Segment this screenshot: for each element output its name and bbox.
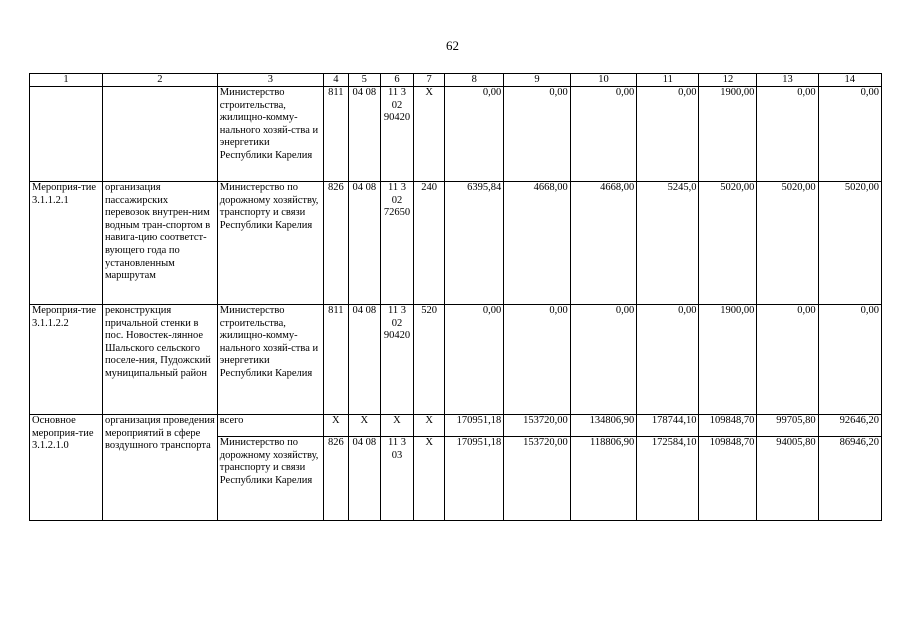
rzpr-cell: 04 08 <box>348 437 380 521</box>
value-cell: 0,00 <box>757 305 818 415</box>
value-cell: 0,00 <box>504 305 571 415</box>
value-cell: 153720,00 <box>504 415 571 437</box>
value-cell: 4668,00 <box>570 182 637 305</box>
column-header: 14 <box>818 74 881 87</box>
value-cell: 0,00 <box>637 87 699 182</box>
value-cell: 134806,90 <box>570 415 637 437</box>
column-header: 12 <box>699 74 757 87</box>
value-cell: 4668,00 <box>504 182 571 305</box>
grbs-cell: 826 <box>323 437 348 521</box>
table-row <box>30 415 882 437</box>
rzpr-cell: 04 08 <box>348 87 380 182</box>
budget-table <box>29 73 882 521</box>
grbs-cell: 811 <box>323 305 348 415</box>
executor-cell: всего <box>217 415 323 437</box>
vr-cell: X <box>414 87 445 182</box>
vr-cell: X <box>414 415 445 437</box>
event-cell: Основное мероприя-тие 3.1.2.1.0 <box>30 415 103 521</box>
description-cell <box>102 87 217 182</box>
description-cell: организация пассажирских перевозок внутрен-ним водным тран-спортом в навига-цию соответст-вующего года по установленным маршрутам <box>102 182 217 305</box>
value-cell: 0,00 <box>757 87 818 182</box>
executor-cell: Министерство строительства, жилищно-комму-нального хозяй-ства и энергетики Республики Карелия <box>217 87 323 182</box>
csr-cell: 11 3 02 72650 <box>380 182 413 305</box>
csr-cell: X <box>380 415 413 437</box>
column-header: 7 <box>414 74 445 87</box>
column-header: 2 <box>102 74 217 87</box>
event-cell: Мероприя-тие 3.1.1.2.1 <box>30 182 103 305</box>
value-cell: 178744,10 <box>637 415 699 437</box>
grbs-cell: X <box>323 415 348 437</box>
column-header: 4 <box>323 74 348 87</box>
value-cell: 99705,80 <box>757 415 818 437</box>
value-cell: 109848,70 <box>699 415 757 437</box>
executor-cell: Министерство строительства, жилищно-комму-нального хозяй-ства и энергетики Республики Карелия <box>217 305 323 415</box>
column-numbers-row <box>30 74 882 87</box>
value-cell: 5245,0 <box>637 182 699 305</box>
value-cell: 1900,00 <box>699 87 757 182</box>
event-cell <box>30 87 103 182</box>
value-cell: 172584,10 <box>637 437 699 521</box>
value-cell: 6395,84 <box>445 182 504 305</box>
value-cell: 0,00 <box>818 87 881 182</box>
event-cell: Мероприя-тие 3.1.1.2.2 <box>30 305 103 415</box>
description-cell: организация проведения мероприятий в сфере воздушного транспорта <box>102 415 217 521</box>
column-header: 8 <box>445 74 504 87</box>
description-cell: реконструкция причальной стенки в пос. Новостек-лянное Шальского сельского поселе-ния, Пудожский муниципальный район <box>102 305 217 415</box>
vr-cell: 240 <box>414 182 445 305</box>
table-row <box>30 182 882 305</box>
rzpr-cell: X <box>348 415 380 437</box>
executor-cell: Министерство по дорожному хозяйству, транспорту и связи Республики Карелия <box>217 182 323 305</box>
value-cell: 94005,80 <box>757 437 818 521</box>
value-cell: 0,00 <box>637 305 699 415</box>
column-header: 6 <box>380 74 413 87</box>
table-row <box>30 87 882 182</box>
value-cell: 0,00 <box>445 87 504 182</box>
value-cell: 5020,00 <box>757 182 818 305</box>
column-header: 13 <box>757 74 818 87</box>
csr-cell: 11 3 02 90420 <box>380 87 413 182</box>
rzpr-cell: 04 08 <box>348 182 380 305</box>
grbs-cell: 826 <box>323 182 348 305</box>
value-cell: 0,00 <box>570 305 637 415</box>
value-cell: 109848,70 <box>699 437 757 521</box>
value-cell: 5020,00 <box>818 182 881 305</box>
value-cell: 118806,90 <box>570 437 637 521</box>
column-header: 3 <box>217 74 323 87</box>
column-header: 5 <box>348 74 380 87</box>
column-header: 11 <box>637 74 699 87</box>
value-cell: 1900,00 <box>699 305 757 415</box>
value-cell: 0,00 <box>504 87 571 182</box>
value-cell: 153720,00 <box>504 437 571 521</box>
csr-cell: 11 3 02 90420 <box>380 305 413 415</box>
page-number: 62 <box>446 38 459 53</box>
column-header: 1 <box>30 74 103 87</box>
value-cell: 170951,18 <box>445 437 504 521</box>
value-cell: 92646,20 <box>818 415 881 437</box>
grbs-cell: 811 <box>323 87 348 182</box>
value-cell: 5020,00 <box>699 182 757 305</box>
table-row <box>30 305 882 415</box>
csr-cell: 11 3 03 <box>380 437 413 521</box>
value-cell: 0,00 <box>445 305 504 415</box>
vr-cell: X <box>414 437 445 521</box>
value-cell: 0,00 <box>818 305 881 415</box>
vr-cell: 520 <box>414 305 445 415</box>
column-header: 9 <box>504 74 571 87</box>
executor-cell: Министерство по дорожному хозяйству, транспорту и связи Республики Карелия <box>217 437 323 521</box>
column-header: 10 <box>570 74 637 87</box>
value-cell: 0,00 <box>570 87 637 182</box>
value-cell: 86946,20 <box>818 437 881 521</box>
value-cell: 170951,18 <box>445 415 504 437</box>
rzpr-cell: 04 08 <box>348 305 380 415</box>
